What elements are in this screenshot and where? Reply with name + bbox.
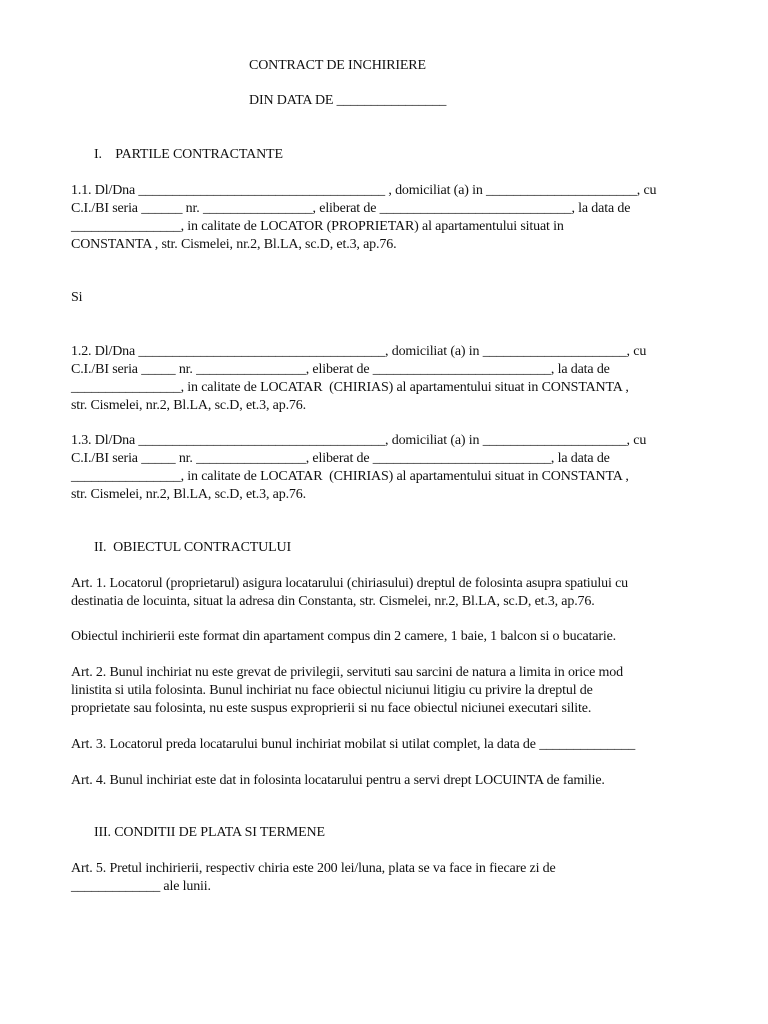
- party-2-line-2: C.I./BI seria _____ nr. ________________, eliberat de __________________________, la data de: [71, 362, 610, 377]
- art-1-line-1: Art. 1. Locatorul (proprietarul) asigura locatarului (chiriasului) dreptul de folosinta asupra spatiului cu: [71, 576, 628, 591]
- party-1-line-4: CONSTANTA , str. Cismelei, nr.2, Bl.LA, sc.D, et.3, ap.76.: [71, 237, 397, 252]
- section-1-heading: I. PARTILE CONTRACTANTE: [94, 147, 283, 162]
- party-3-line-2: C.I./BI seria _____ nr. ________________, eliberat de __________________________, la data de: [71, 451, 610, 466]
- connector-si: Si: [71, 290, 83, 305]
- contract-date-line: DIN DATA DE ________________: [249, 93, 447, 108]
- party-1-line-1: 1.1. Dl/Dna ____________________________________ , domiciliat (a) in ______________________, cu: [71, 183, 657, 198]
- section-2-heading: II. OBIECTUL CONTRACTULUI: [94, 540, 292, 555]
- party-3-line-4: str. Cismelei, nr.2, Bl.LA, sc.D, et.3, ap.76.: [71, 487, 306, 502]
- party-2-line-4: str. Cismelei, nr.2, Bl.LA, sc.D, et.3, ap.76.: [71, 398, 306, 413]
- art-5-line-2: _____________ ale lunii.: [71, 879, 211, 894]
- party-1-line-3: ________________, in calitate de LOCATOR (PROPRIETAR) al apartamentului situat in: [71, 219, 564, 234]
- contract-title: CONTRACT DE INCHIRIERE: [249, 58, 426, 73]
- art-2-line-2: linistita si utila folosinta. Bunul inchiriat nu face obiectul niciunui litigiu cu privire la dreptul de: [71, 683, 593, 698]
- art-4: Art. 4. Bunul inchiriat este dat in folosinta locatarului pentru a servi drept LOCUINTA de familie.: [71, 773, 605, 788]
- art-5-line-1: Art. 5. Pretul inchirierii, respectiv chiria este 200 lei/luna, plata se va face in fiecare zi de: [71, 861, 556, 876]
- party-2-line-3: ________________, in calitate de LOCATAR (CHIRIAS) al apartamentului situat in CONSTANTA ,: [71, 380, 629, 395]
- party-3-line-1: 1.3. Dl/Dna ____________________________________, domiciliat (a) in _____________________, cu: [71, 433, 647, 448]
- party-3-line-3: ________________, in calitate de LOCATAR (CHIRIAS) al apartamentului situat in CONSTANTA ,: [71, 469, 629, 484]
- section-3-heading: III. CONDITII DE PLATA SI TERMENE: [94, 825, 325, 840]
- art-2-line-1: Art. 2. Bunul inchiriat nu este grevat de privilegii, servituti sau sarcini de natura a limita in orice mod: [71, 665, 623, 680]
- party-2-line-1: 1.2. Dl/Dna ____________________________________, domiciliat (a) in _____________________, cu: [71, 344, 647, 359]
- art-1-line-2: destinatia de locuinta, situat la adresa din Constanta, str. Cismelei, nr.2, Bl.LA, sc.D, et.3, ap.76.: [71, 594, 595, 609]
- art-3: Art. 3. Locatorul preda locatarului bunul inchiriat mobilat si utilat complet, la data de ______________: [71, 737, 636, 752]
- art-2-line-3: proprietate sau folosinta, nu este suspus exproprierii si nu face obiectul niciunei executari silite.: [71, 701, 592, 716]
- object-paragraph: Obiectul inchirierii este format din apartament compus din 2 camere, 1 baie, 1 balcon si o bucatarie.: [71, 629, 617, 644]
- party-1-line-2: C.I./BI seria ______ nr. ________________, eliberat de ____________________________, la data de: [71, 201, 631, 216]
